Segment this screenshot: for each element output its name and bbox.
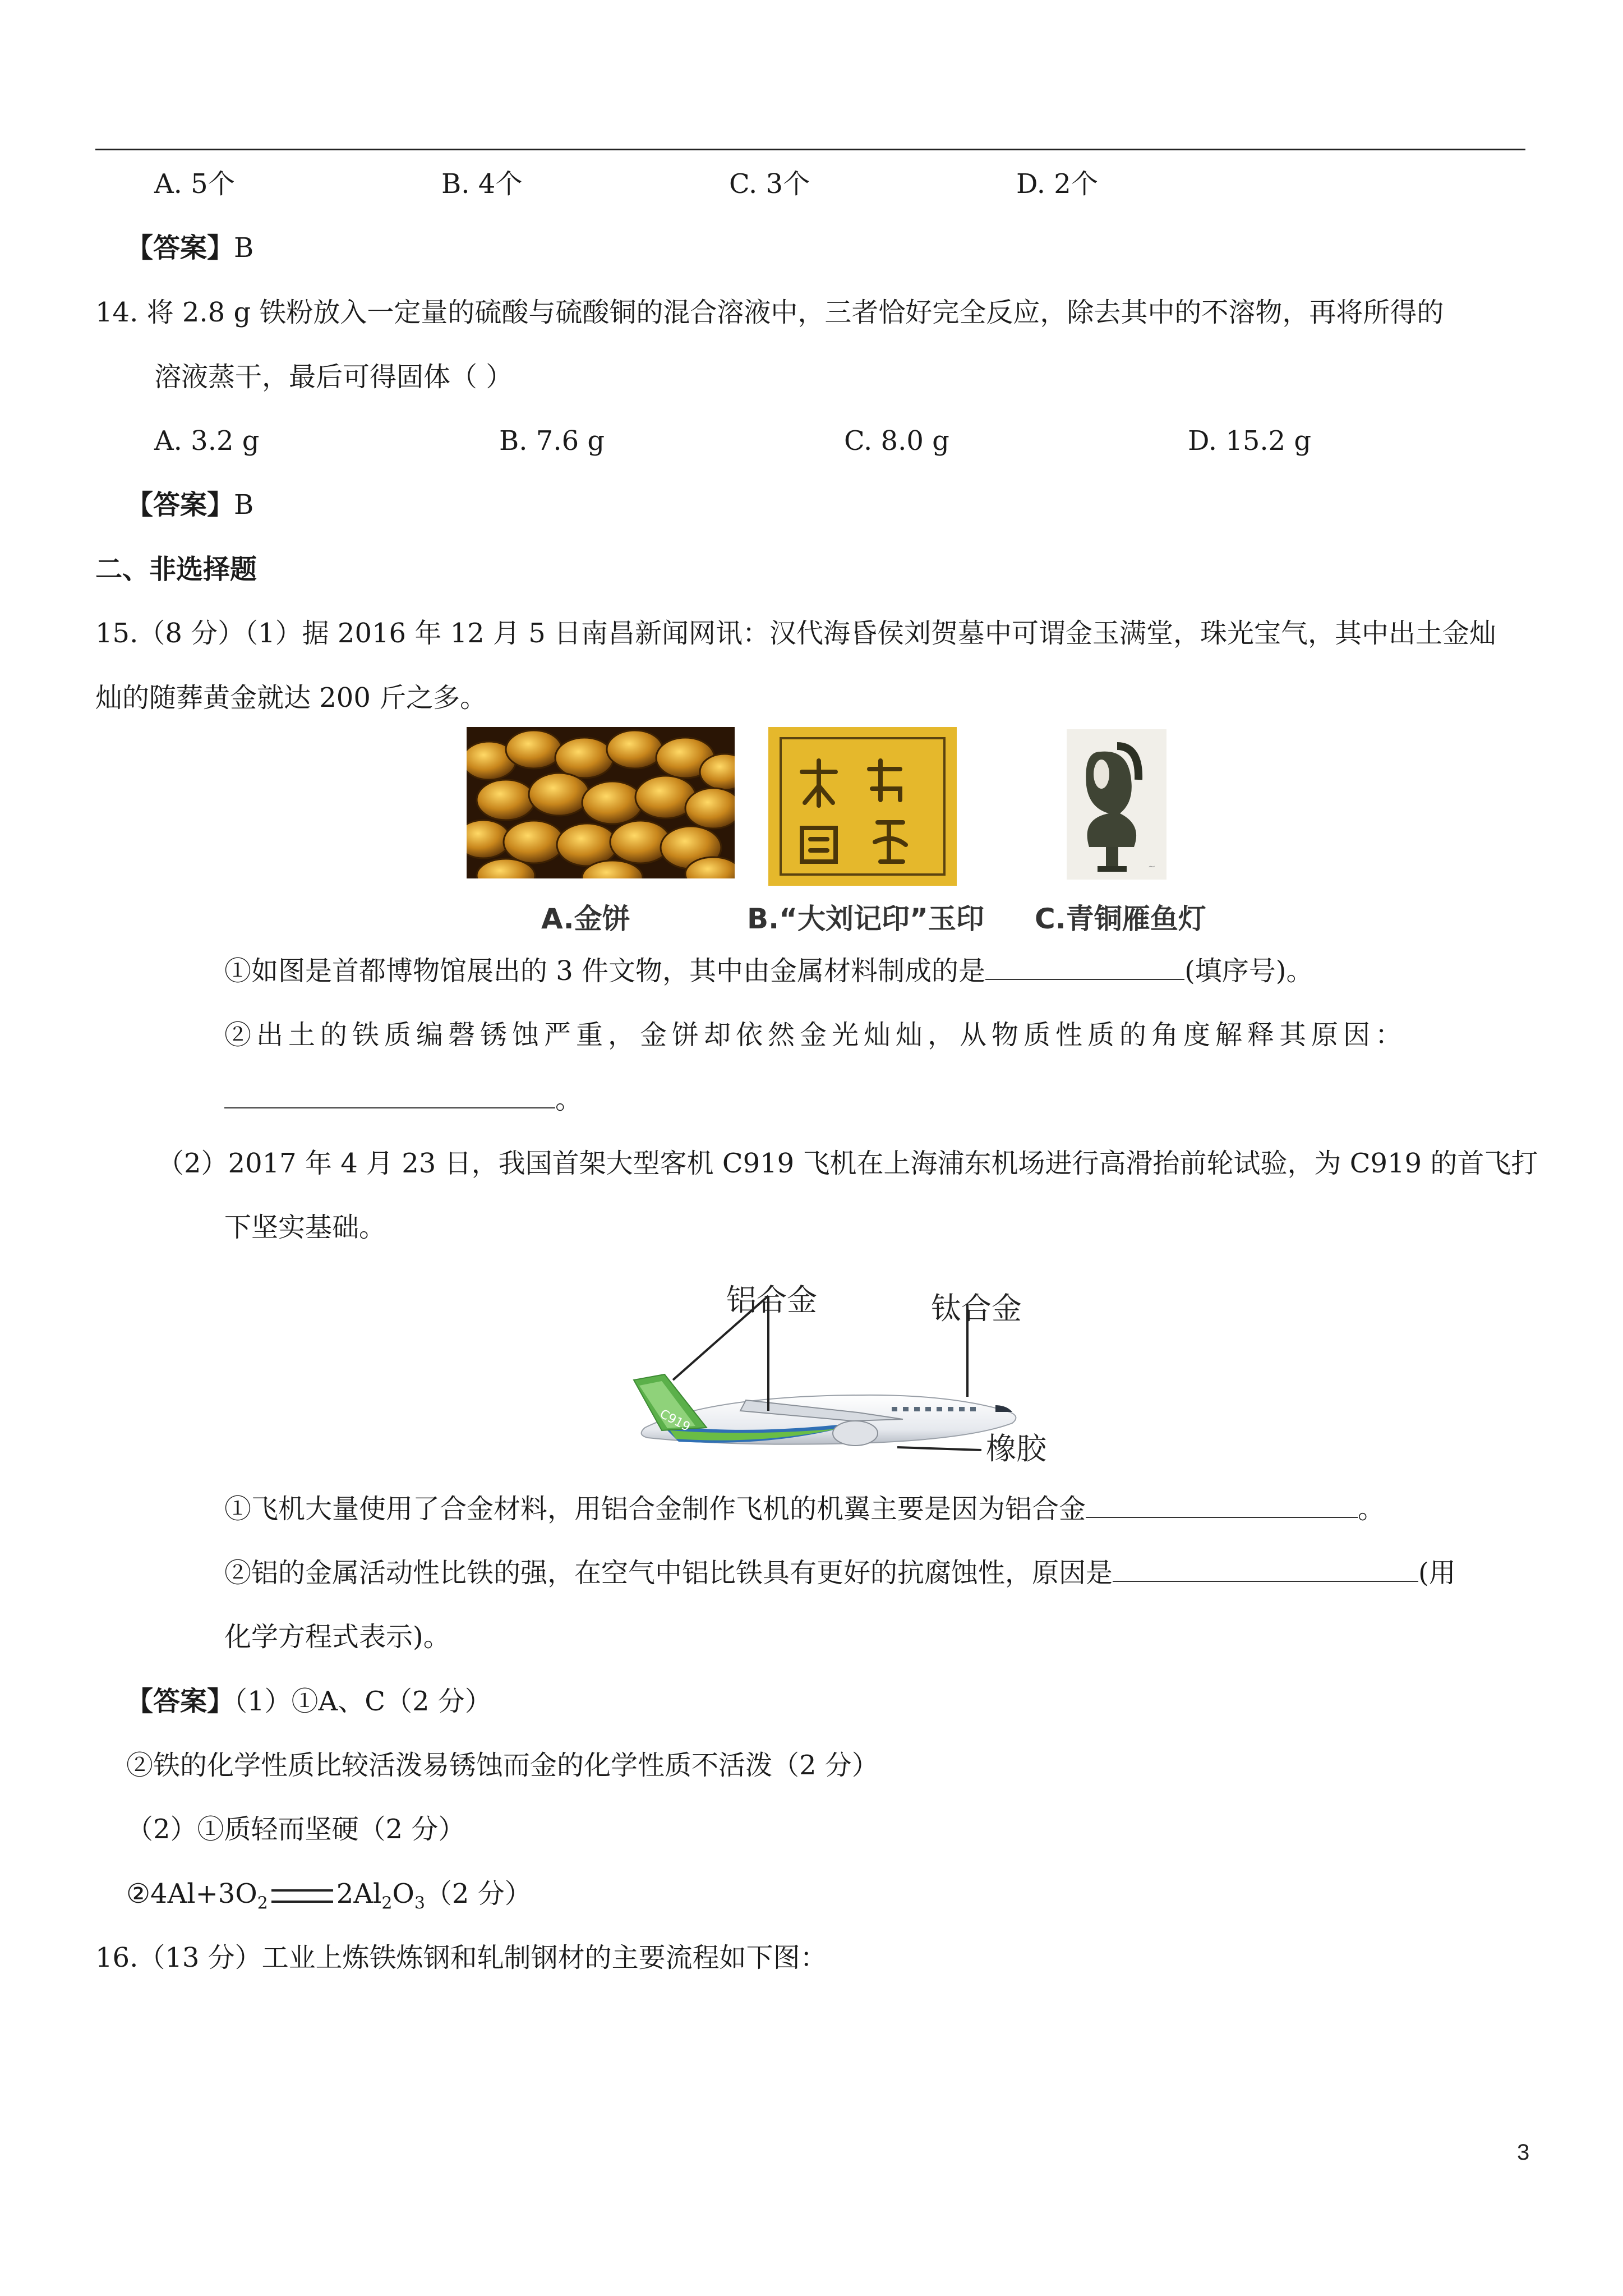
section-title: 二、非选择题 [95, 554, 257, 585]
sub1-text: ①如图是首都博物馆展出的 3 件文物，其中由金属材料制成的是 [224, 955, 986, 987]
q16-stem: 16.（13 分）工业上炼铁炼钢和轧制钢材的主要流程如下图： [95, 1942, 827, 1973]
q13-option-d: D. 2个 [1016, 168, 1098, 200]
q13-option-a: A. 5个 [154, 168, 235, 200]
q14-stem-line1: 14. 将 2.8 g 铁粉放入一定量的硫酸与硫酸铜的混合溶液中，三者恰好完全反应，除去其中的不溶物，再将所得的 [95, 297, 1444, 328]
q15-sub2-line2 [224, 1083, 582, 1116]
q15-part2-line1: （2）2017 年 4 月 23 日，我国首架大型客机 C919 飞机在上海浦东机场进行高滑抬前轮试验，为 C919 的首飞打 [157, 1148, 1538, 1179]
q15-answer-4 [126, 1877, 532, 1921]
q13-option-b: B. 4个 [441, 168, 523, 200]
sub1-tail: (填序号)。 [1184, 955, 1313, 987]
q14-option-b: B. 7.6 g [499, 425, 605, 457]
equation-right: 2Al [336, 1878, 382, 1910]
q13-answer [126, 231, 253, 265]
q14-option-c: C. 8.0 g [844, 425, 949, 457]
q15-answer-1 [126, 1685, 492, 1718]
reaction-arrow [271, 1889, 333, 1903]
q15-answer-3: （2）①质轻而坚硬（2 分） [126, 1814, 465, 1845]
gold-cakes-image [467, 727, 735, 878]
subscript: 3 [414, 1893, 425, 1913]
q14-option-d: D. 15.2 g [1188, 425, 1312, 457]
sub4-text: ②铝的金属活动性比铁的强，在空气中铝比铁具有更好的抗腐蚀性，原因是 [224, 1557, 1113, 1589]
q13-option-c: C. 3个 [729, 168, 810, 200]
caption-a: A.金饼 [541, 903, 630, 935]
label-titanium-alloy: 钛合金 [931, 1291, 1022, 1326]
q14-stem-line2: 溶液蒸干，最后可得固体（ ） [154, 361, 513, 393]
svg-text:~: ~ [1148, 861, 1156, 872]
caption-c: C.青铜雁鱼灯 [1035, 903, 1206, 935]
q15-stem-line1: 15.（8 分）（1）据 2016 年 12 月 5 日南昌新闻网讯：汉代海昏侯刘贺墓中可谓金玉满堂，珠光宝气，其中出土金灿 [95, 618, 1496, 649]
caption-b: B.“大刘记印”玉印 [747, 903, 984, 935]
sub3-tail: 。 [1358, 1493, 1385, 1525]
answer-value: B [234, 232, 254, 264]
q15-sub1 [224, 954, 1313, 988]
equation-score: （2 分） [425, 1878, 532, 1910]
bronze-lamp-image [1067, 729, 1166, 880]
sub4-tail: (用 [1418, 1557, 1456, 1589]
label-rubber: 橡胶 [986, 1431, 1046, 1466]
q15-sub3 [224, 1492, 1385, 1526]
label-aluminum-alloy: 铝合金 [726, 1282, 817, 1318]
sub2-blank [224, 1083, 555, 1108]
answer-label: 【答案】 [126, 232, 234, 264]
q14-answer [126, 488, 253, 522]
answer-label: 【答案】 [126, 1686, 234, 1717]
header-rule [95, 149, 1525, 150]
subscript: 2 [381, 1893, 393, 1913]
answer-label: 【答案】 [126, 489, 234, 521]
page-number: 3 [1517, 2140, 1530, 2165]
equation-left: ②4Al+3O [126, 1878, 257, 1910]
jade-seal-image [768, 727, 957, 886]
tail-logo: C919 [657, 1407, 693, 1435]
sub2-tail: 。 [555, 1084, 583, 1115]
answer-value: B [234, 489, 254, 521]
q15-answer-2: ②铁的化学性质比较活泼易锈蚀而金的化学性质不活泼（2 分） [126, 1750, 879, 1781]
q15-sub2: ②出土的铁质编磬锈蚀严重，金饼却依然金光灿灿，从物质性质的角度解释其原因： [224, 1019, 1408, 1051]
q15-sub4-line2: 化学方程式表示)。 [224, 1621, 450, 1653]
q15-stem-line2: 灿的随葬黄金就达 200 斤之多。 [95, 682, 487, 714]
q15-part2-line2: 下坚实基础。 [224, 1212, 386, 1243]
sub4-blank [1113, 1556, 1418, 1582]
q15-sub4 [224, 1556, 1456, 1590]
subscript: 2 [257, 1893, 268, 1913]
answer-text: （1）①A、C（2 分） [234, 1686, 492, 1717]
sub3-blank [1086, 1492, 1358, 1518]
q14-option-a: A. 3.2 g [154, 425, 260, 457]
sub3-text: ①飞机大量使用了合金材料，用铝合金制作飞机的机翼主要是因为铝合金 [224, 1493, 1086, 1525]
equation-right-o: O [392, 1878, 414, 1910]
sub1-blank [985, 954, 1184, 980]
